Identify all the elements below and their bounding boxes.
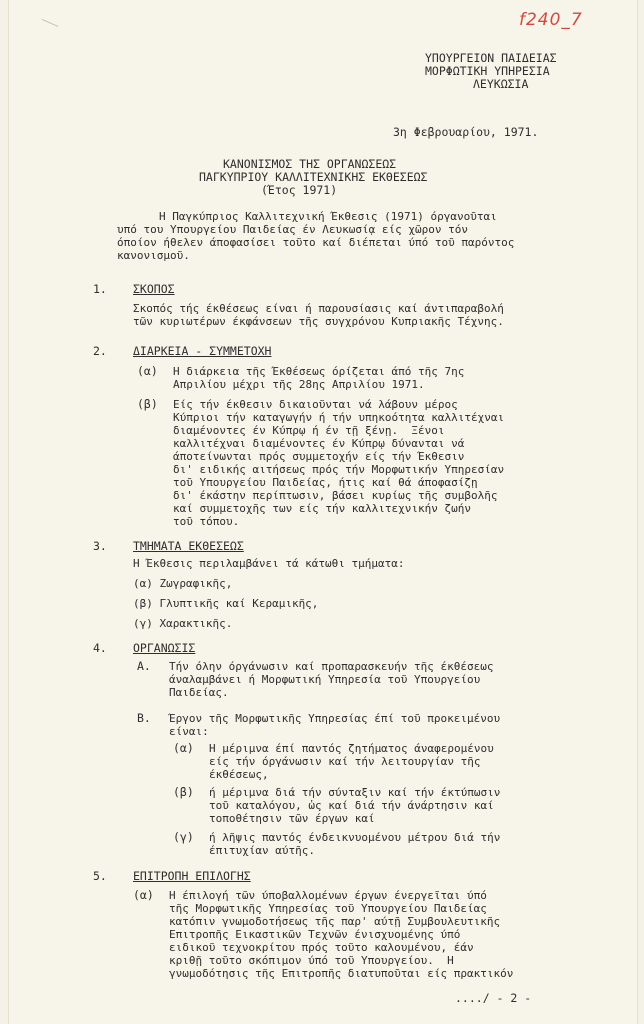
item-body-line: τῆς Μορφωτικῆς Υπηρεσίας τοῦ Υπουργείου Παιδείας	[169, 902, 487, 915]
item-label: (β)	[173, 785, 194, 799]
item-body-line: κριθῇ τοῦτο σκόπιμον ύπό τοῦ Υπουργείου. Η	[169, 954, 454, 967]
item-body-line: ή μέριμνα διά τήν σύνταξιν καί τήν έκτύπωσιν	[209, 786, 501, 799]
section-heading: ΔΙΑΡΚΕΙΑ - ΣΥΜΜΕΤΟΧΗ	[133, 344, 272, 358]
section-number: 4.	[93, 641, 107, 655]
item-body-line: έπιτυχίαν αύτῆς.	[209, 844, 315, 857]
section-heading: ΟΡΓΑΝΩΣΙΣ	[133, 641, 196, 655]
item-body-line: είναι:	[169, 725, 209, 738]
item-body-line: Είς τήν έκθεσιν δικαιοῦνται νά λάβουν μέρος	[173, 398, 458, 411]
item-body-line: τοποθέτησιν τῶν έργων καί	[209, 812, 375, 825]
header-city: ΛΕΥΚΩΣΙΑ	[473, 77, 529, 91]
list-item: (β) Γλυπτικῆς καί Κεραμικῆς,	[133, 597, 319, 610]
item-body-line: Η μέριμνα έπί παντός ζητήματος άναφερομένου	[209, 742, 494, 755]
item-body-line: ειδικοῦ τεχνοκρίτου πρός τοῦτο καλουμένου, έάν	[169, 941, 474, 954]
section-number: 3.	[93, 539, 107, 553]
item-body-line: δι' έκάστην περίπτωσιν, βάσει κυρίως τῆς συμβολῆς	[173, 489, 498, 502]
item-label: Β.	[137, 711, 151, 725]
item-body-line: Επιτροπῆς Εικαστικῶν Τεχνῶν ένισχυομένης ύπό	[169, 928, 461, 941]
item-body-line: Η έπιλογή τῶν ύποβαλλομένων έργων ένεργεῖται ύπό	[169, 889, 487, 902]
title-line-1: ΚΑΝΟΝΙΣΜΟΣ ΤΗΣ ΟΡΓΑΝΩΣΕΩΣ	[223, 157, 397, 171]
intro-line: υπό του Υπουργείου Παιδείας έν Λευκωσίᾳ είς χῶρον τόν	[117, 223, 468, 236]
item-body-line: είς τήν όργάνωσιν καί τήν λειτουργίαν τῆς	[209, 755, 481, 768]
item-body-line: τοῦ καταλόγου, ὡς καί διά τήν άνάρτησιν καί	[209, 799, 494, 812]
item-body-line: καί συμμετοχῆς των είς τήν καλλιτεχνικήν ζωήν	[173, 502, 472, 515]
section-number: 5.	[93, 869, 107, 883]
item-body-line: έκθέσεως,	[209, 768, 269, 781]
item-body-line: Έργον τῆς Μορφωτικῆς Υπηρεσίας έπί τοῦ προκειμένου	[169, 712, 501, 725]
section-heading: ΣΚΟΠΟΣ	[133, 282, 175, 296]
item-body-line: άναλαμβάνει ή Μορφωτική Υπηρεσία τοῦ Υπουργείου	[169, 673, 481, 686]
list-item: (α) Ζωγραφικῆς,	[133, 577, 233, 590]
item-body-line: Κύπριοι τήν καταγωγήν ή τήν υπηκοότητα καλλιτέχναι	[173, 411, 505, 424]
item-body-line: καλλιτέχναι διαμένοντες έν Κύπρῳ δύνανται νά	[173, 437, 465, 450]
item-body-line: τοῦ Υπουργείου Παιδείας, ήτις καί θά άποφασίζῃ	[173, 476, 478, 489]
item-label: (α)	[173, 741, 194, 755]
section-body-line: τῶν κυριωτέρων έκφάνσεων τῆς συγχρόνου Κυπριακῆς Τέχνης.	[133, 315, 504, 328]
archive-number: f240_7	[519, 10, 583, 30]
item-label: (β)	[137, 397, 158, 411]
item-body-line: Τήν όλην όργάνωσιν καί προπαρασκευήν τῆς έκθέσεως	[169, 660, 494, 673]
intro-line: όποίον ήθελεν άποφασίσει τοῦτο καί διέπεται ύπό τοῦ παρόντος	[117, 236, 515, 249]
title-line-3: (Έτος 1971)	[261, 183, 338, 197]
item-label: (α)	[133, 888, 154, 902]
document-page	[8, 0, 638, 1024]
intro-line: κανονισμοῦ.	[117, 249, 190, 262]
item-body-line: Απριλίου μέχρι τῆς 28ης Απριλίου 1971.	[173, 378, 425, 391]
item-body-line: τοῦ τόπου.	[173, 515, 240, 528]
item-body-line: άποτείνωνται πρός συμμετοχήν είς τήν Έκθεσιν	[173, 450, 465, 463]
item-body-line: δι' ειδικής αιτήσεως πρός τήν Μορφωτικήν Υπηρεσίαν	[173, 463, 505, 476]
list-item: (γ) Χαρακτικῆς.	[133, 617, 233, 630]
item-body-line: Παιδείας.	[169, 686, 229, 699]
page-continuation: ..../ - 2 -	[455, 991, 532, 1005]
item-body-line: γνωμοδότησις τῆς Επιτροπῆς διατυποῦται είς πρακτικόν	[169, 967, 514, 980]
section-body-line: Σκοπός τής έκθέσεως είναι ή παρουσίασις καί άντιπαραβολή	[133, 302, 504, 315]
title-line-2: ΠΑΓΚΥΠΡΙΟΥ ΚΑΛΛΙΤΕΧΝΙΚΗΣ ΕΚΘΕΣΕΩΣ	[199, 170, 428, 184]
section-heading: ΤΜΗΜΑΤΑ ΕΚΘΕΣΕΩΣ	[133, 539, 244, 553]
pencil-mark	[38, 19, 59, 36]
header-ministry: ΥΠΟΥΡΓΕΙΟΝ ΠΑΙΔΕΙΑΣ	[425, 51, 557, 65]
item-label: Α.	[137, 659, 151, 673]
header-service: ΜΟΡΦΩΤΙΚΗ ΥΠΗΡΕΣΙΑ	[425, 64, 550, 78]
item-label: (γ)	[173, 830, 194, 844]
section-number: 2.	[93, 344, 107, 358]
item-label: (α)	[137, 364, 158, 378]
section-number: 1.	[93, 282, 107, 296]
item-body-line: διαμένοντες έν Κύπρῳ ή έν τῇ ξένῃ. Ξένοι	[173, 424, 445, 437]
header-date: 3η Φεβρουαρίου, 1971.	[393, 125, 539, 139]
item-body-line: ή λῆψις παντός ένδεικνυομένου μέτρου διά τήν	[209, 831, 501, 844]
section-lead: Η Έκθεσις περιλαμβάνει τά κάτωθι τμήματα:	[133, 557, 405, 570]
section-heading: ΕΠΙΤΡΟΠΗ ΕΠΙΛΟΓΗΣ	[133, 869, 251, 883]
item-body-line: κατόπιν γνωμοδοτήσεως τῆς παρ' αύτῇ Συμβουλευτικῆς	[169, 915, 501, 928]
intro-line: Η Παγκύπριος Καλλιτεχνική Έκθεσις (1971) όργανοῦται	[159, 210, 497, 223]
item-body-line: Η διάρκεια τῆς Έκθέσεως όρίζεται άπό τῆς 7ης	[173, 365, 465, 378]
